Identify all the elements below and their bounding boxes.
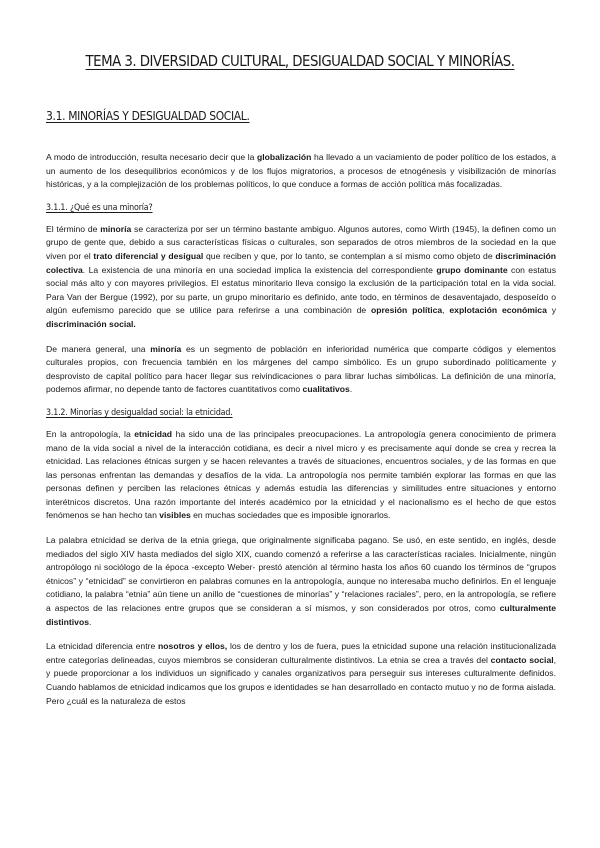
paragraph-minoria-general: De manera general, una minoría es un segmento de población en inferioridad numérica que comparte códigos y elementos culturales propios, con frecuencia también en los márgenes del campo simbólico. Es un grupo subordinado políticamente y desprovisto de capital político para hacer llegar sus reivindicaciones o para librar luchas simbólicas. La definición de una minoría, podemos afirmar, no depende tanto de factores cuantitativos como cualitativos. xyxy=(46,343,556,395)
paragraph-etnicidad-origen: La palabra etnicidad se deriva de la etnia griega, que originalmente significaba pagano. Se usó, en este sentido, en inglés, desde mediados del siglo XIV hasta mediados del siglo XIX, cuando comenzó a referirse a las características raciales. Inicialmente, ningún antropólogo ni sociólogo de la época -excepto Weber- prestó atención al término hasta los años 60 cuando los términos de “grupos étnicos” y “etnicidad” se convirtieron en palabras comunes en la antropología, aunque no interesaba mucho definirlos. En el lenguaje cotidiano, la palabra “etnia” aún tiene un anillo de “cuestiones de minorías” y “relaciones raciales”, pero, en la antropología, se refiere a aspectos de las relaciones entre grupos que se consideran a sí mismos, y son considerados por otros, como culturalmente distintivos. xyxy=(46,535,556,627)
section-heading: 3.1. MINORÍAS Y DESIGUALDAD SOCIAL. xyxy=(46,108,250,123)
document-body xyxy=(46,151,556,719)
paragraph-minoria-definition: El término de minoría se caracteriza por ser un término bastante ambiguo. Algunos autores, como Wirth (1945), la definen como un grupo de gente que, debido a sus características físicas o culturales, son separados de otros miembros de la sociedad en la que viven por el trato diferencial y desigual que reciben y que, por lo tanto, se contemplan a sí mismo como objeto de discriminación colectiva. La existencia de una minoría en una sociedad implica la existencia del correspondiente grupo dominante con estatus social más alto y con mayores privilegios. El estatus minoritario lleva consigo la exclusión de la participación total en la vida social. Para Van der Bergue (1992), por su parte, un grupo minoritario es definido, ante todo, en términos de desaventajado, desposeído o algún eufemismo parecido que se utilice para referirse a una combinación de opresión política, explotación económica y discriminación social. xyxy=(46,223,557,329)
paragraph-etnicidad-antropologia: En la antropología, la etnicidad ha sido una de las principales preocupaciones. La antropología genera conocimiento de primera mano de la vida social a nivel de la interacción cotidiana, es decir a nivel micro y es precisamente aquí donde se crea y recrea la etnicidad. Las relaciones étnicas surgen y se hacen relevantes a través de situaciones, encuentros sociales, y de las formas en que las personas enfrentan las demandas y desafíos de la vida. La antropología nos permite también explorar las formas en que las personas definen y perciben las relaciones étnicas y además estudia las diferencias y similitudes entre situaciones y entorno interétnicos discretos. Una razón importante del interés académico por la etnicidad y el nacionalismo es el hecho de que estos fenómenos se han hecho tan visibles en muchas sociedades que es imposible ignorarlos. xyxy=(46,428,556,521)
subsection-heading-1: 3.1.1. ¿Qué es una minoría? xyxy=(46,202,153,213)
document-title: TEMA 3. DIVERSIDAD CULTURAL, DESIGUALDAD SOCIAL Y MINORÍAS. xyxy=(85,52,515,70)
paragraph-etnicidad-nosotros: La etnicidad diferencia entre nosotros y ellos, los de dentro y los de fuera, pues la etnicidad supone una relación institucionalizada entre categorías delineadas, cuyos miembros se consideran culturalmente distintivos. La etnia se crea a través del contacto social, y puede proporcionar a los individuos un significado y canales organizativos para perseguir sus intereses culturalmente definidos. Cuando hablamos de etnicidad indicamos que los grupos e identidades se han desarrollado en contacto mutuo y no de forma aislada. Pero ¿cuál es la naturaleza de estos xyxy=(46,641,557,706)
subsection-heading-2: 3.1.2. Minorías y desigualdad social: la etnicidad. xyxy=(46,407,233,418)
intro-paragraph: A modo de introducción, resulta necesario decir que la globalización ha llevado a un vaciamiento de poder político de los estados, a un aumento de los desequilibrios económicos y de los flujos migratorios, a procesos de etnogénesis y visibilización de minorías históricas, y a la complejización de los problemas políticos, lo que conduce a formas de acción política más focalizadas. xyxy=(46,152,556,190)
